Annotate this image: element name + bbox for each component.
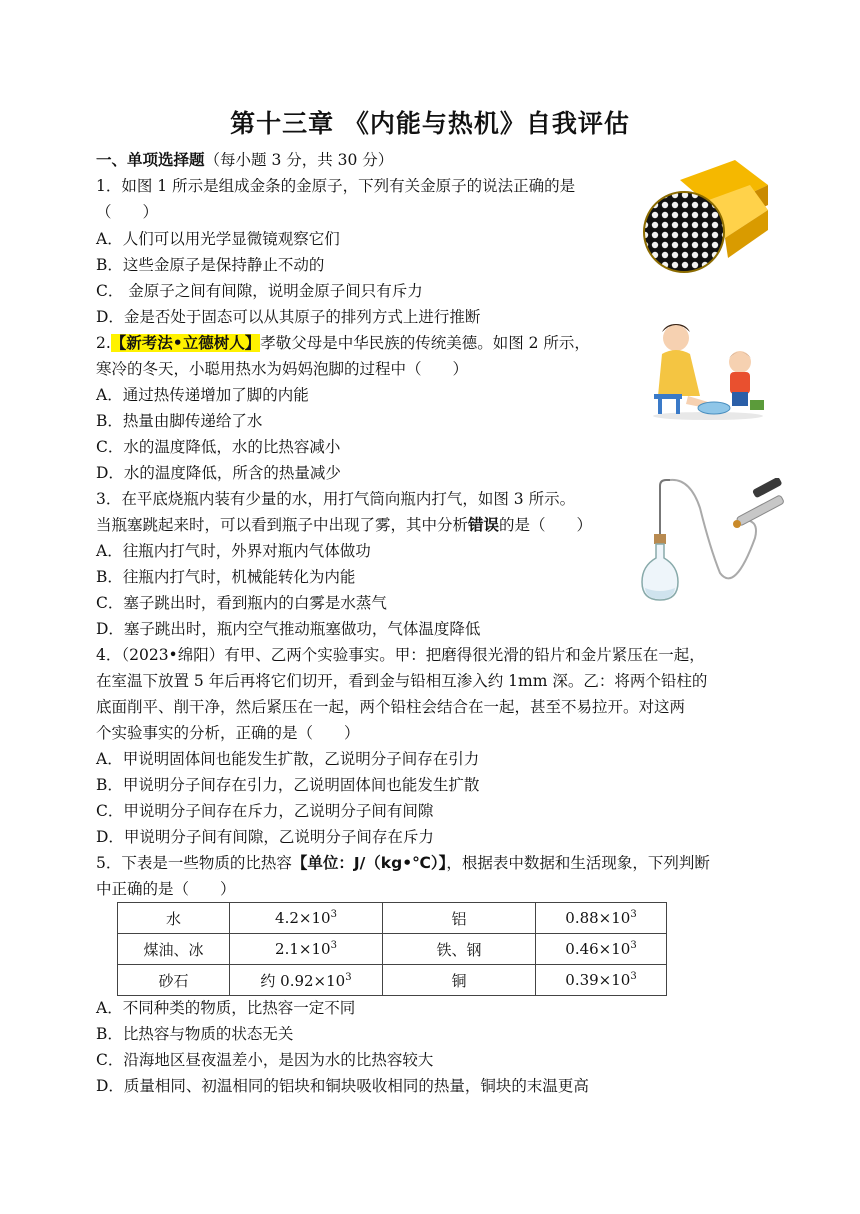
q1-option-a: A．人们可以用光学显微镜观察它们 [96,230,340,248]
table-cell: 砂石 [118,965,230,996]
q2-number: 2. [96,334,111,352]
foot-washing-figure [648,316,768,421]
q1-stem: 1．如图 1 所示是组成金条的金原子，下列有关金原子的说法正确的是 [96,177,576,195]
q2-tag: 【新考法•立德树人】 [110,334,261,352]
q1-option-c: C． 金原子之间有间隙，说明金原子间只有斥力 [96,282,423,300]
q3-option-d: D．塞子跳出时，瓶内空气推动瓶塞做功，气体温度降低 [96,620,481,638]
table-row [118,903,667,934]
table-cell: $0.46\times 10^3$ [536,934,667,965]
q5-stem-line1 [96,851,710,875]
table-cell: 水 [118,903,230,934]
table-cell: 铜 [383,965,536,996]
q3-stem-b2: 的是（ ） [499,516,593,534]
specific-heat-table [117,902,667,996]
q3-option-a: A．往瓶内打气时，外界对瓶内气体做功 [96,542,371,560]
table-cell: 约 $0.92\times 10^3$ [230,965,383,996]
q2-option-d: D．水的温度降低，所含的热量减少 [96,464,341,482]
flask-pump-figure [640,478,790,603]
q2-stem-line2: 寒冷的冬天，小聪用热水为妈妈泡脚的过程中（ ） [96,360,469,378]
q4-line1: 4．（2023•绵阳）有甲、乙两个实验事实。甲：把磨得很光滑的铅片和金片紧压在一起， [96,646,705,664]
q2-stem-line1 [96,331,590,355]
q4-option-c: C．甲说明分子间存在斥力，乙说明分子间有间隙 [96,802,434,820]
q5-option-c: C．沿海地区昼夜温差小，是因为水的比热容较大 [96,1051,434,1069]
q1-option-d: D．金是否处于固态可以从其原子的排列方式上进行推断 [96,308,481,326]
section-note: （每小题 3 分，共 30 分） [204,151,394,169]
q2-option-a: A．通过热传递增加了脚的内能 [96,386,309,404]
q3-stem-b1: 当瓶塞跳起来时，可以看到瓶子中出现了雾，其中分析 [96,516,469,534]
section-heading [96,148,393,172]
q3-stem-line2 [96,513,592,537]
q3-stem-emphasis: 错误 [468,516,500,534]
q5-stem-line2: 中正确的是（ ） [96,880,236,898]
q4-option-a: A．甲说明固体间也能发生扩散，乙说明分子间存在引力 [96,750,480,768]
q5-option-b: B．比热容与物质的状态无关 [96,1025,294,1043]
q2-option-c: C．水的温度降低，水的比热容减小 [96,438,341,456]
table-cell: $0.39\times 10^3$ [536,965,667,996]
table-row [118,965,667,996]
q5-stem-a2: ，根据表中数据和生活现象，下列判断 [446,854,710,872]
table-cell: $2.1\times 10^3$ [230,934,383,965]
table-cell: $4.2\times 10^3$ [230,903,383,934]
gold-atoms-figure [640,150,770,275]
q3-option-b: B．往瓶内打气时，机械能转化为内能 [96,568,356,586]
q4-line2: 在室温下放置 5 年后再将它们切开，看到金与铅相互渗入约 1mm 深。乙：将两个铅柱的 [96,672,708,690]
section-label: 一、单项选择题 [96,151,205,169]
table-cell: 铝 [383,903,536,934]
q5-option-a: A．不同种类的物质，比热容一定不同 [96,999,356,1017]
q4-line3: 底面削平、削干净，然后紧压在一起，两个铅柱会结合在一起，甚至不易拉开。对这两 [96,698,686,716]
q1-blank: （ ） [96,203,159,221]
table-cell: 煤油、冰 [118,934,230,965]
q5-unit: 【单位：J/（kg•℃）】 [291,854,447,872]
q4-option-d: D．甲说明分子间有间隙，乙说明分子间存在斥力 [96,828,434,846]
q5-option-d: D．质量相同、初温相同的铝块和铜块吸收相同的热量，铜块的末温更高 [96,1077,589,1095]
q4-option-b: B．甲说明分子间存在引力，乙说明固体间也能发生扩散 [96,776,480,794]
table-cell: 铁、钢 [383,934,536,965]
q3-stem-line1: 3．在平底烧瓶内装有少量的水，用打气筒向瓶内打气，如图 3 所示。 [96,490,576,508]
table-cell: $0.88\times 10^3$ [536,903,667,934]
q3-option-c: C．塞子跳出时，看到瓶内的白雾是水蒸气 [96,594,387,612]
q5-stem-a1: 5．下表是一些物质的比热容 [96,854,292,872]
page-title: 第十三章 《内能与热机》自我评估 [230,109,630,138]
q4-line4: 个实验事实的分析，正确的是（ ） [96,724,360,742]
q2-option-b: B．热量由脚传递给了水 [96,412,263,430]
q1-option-b: B．这些金原子是保持静止不动的 [96,256,325,274]
q2-stem-a: 孝敬父母是中华民族的传统美德。如图 2 所示， [260,334,590,352]
table-row [118,934,667,965]
